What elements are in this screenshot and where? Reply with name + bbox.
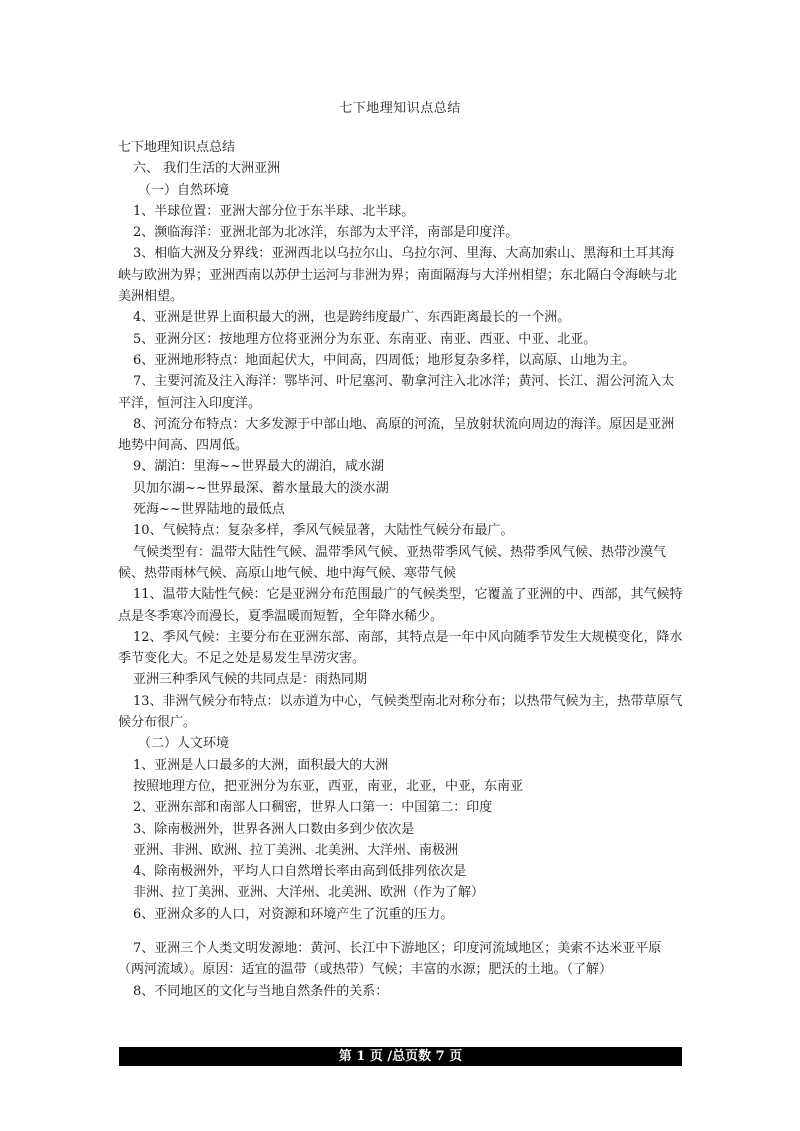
paragraph: 11、温带大陆性气候：它是亚洲分布范围最广的气候类型，它覆盖了亚洲的中、西部，其气候特点是冬季寒冷而漫长，夏季温暖而短暂，全年降水稀少。 xyxy=(118,587,683,624)
page-footer: 第 1 页 /总页数 7 页 xyxy=(119,1047,682,1066)
paragraph: 7、亚洲三个人类文明发源地：黄河、长江中下游地区；印度河流域地区；美索不达米亚平原（两河流域）。原因：适宜的温带（或热带）气候；丰富的水源；肥沃的土地。（了解） xyxy=(118,940,662,978)
paragraph: 10、气候特点：复杂多样，季风气候显著，大陆性气候分布最广。 xyxy=(133,523,514,539)
chapter-heading: 六、 我们生活的大洲亚洲 xyxy=(133,161,281,177)
paragraph: 亚洲、非洲、欧洲、拉丁美洲、北美洲、大洋州、南极洲 xyxy=(133,842,459,858)
paragraph: 2、濒临海洋：亚洲北部为北冰洋，东部为太平洋，南部是印度洋。 xyxy=(133,225,519,241)
paragraph: 3、相临大洲及分界线：亚洲西北以乌拉尔山、乌拉尔河、里海、大高加索山、黑海和土耳其海峡与欧洲为界；亚洲西南以苏伊士运河与非洲为界；南面隔海与大洋州相望；东北隔白令海峡与北美洲相望。 xyxy=(118,246,678,305)
paragraph: 9、湖泊：里海~~世界最大的湖泊，咸水湖 xyxy=(133,459,385,475)
paragraph: 4、除南极洲外，平均人口自然增长率由高到低排列依次是 xyxy=(133,864,467,880)
paragraph: 非洲、拉丁美洲、亚洲、大洋州、北美洲、欧洲（作为了解） xyxy=(133,885,485,901)
paragraph: 5、亚洲分区：按地理方位将亚洲分为东亚、东南亚、南亚、西亚、中亚、北亚。 xyxy=(133,331,597,347)
paragraph: 3、除南极洲外，世界各洲人口数由多到少依次是 xyxy=(133,821,415,837)
section-heading: 七下地理知识点总结 xyxy=(118,140,236,155)
paragraph: 6、亚洲地形特点：地面起伏大，中间高，四周低；地形复杂多样，以高原、山地为主。 xyxy=(133,352,636,368)
paragraph: 贝加尔湖~~世界最深、蓄水量最大的淡水湖 xyxy=(133,480,389,496)
paragraph: 死海~~世界陆地的最低点 xyxy=(133,502,285,518)
subsection-heading: （一）自然环境 xyxy=(138,182,230,198)
paragraph: 亚洲三种季风气候的共同点是：雨热同期 xyxy=(133,672,368,688)
paragraph: 1、半球位置：亚洲大部分位于东半球、北半球。 xyxy=(133,203,415,219)
paragraph: 13、非洲气候分布特点：以赤道为中心，气候类型南北对称分布；以热带气候为主，热带草原气候分布很广。 xyxy=(118,693,683,731)
paragraph: 8、河流分布特点：大多发源于中部山地、高原的河流，呈放射状流向周边的海洋。原因是亚洲地势中间高、四周低。 xyxy=(118,416,675,454)
paragraph: 8、不同地区的文化与当地自然条件的关系： xyxy=(133,983,389,999)
paragraph: 4、亚洲是世界上面积最大的洲，也是跨纬度最广、东西距离最长的一个洲。 xyxy=(133,310,571,326)
paragraph: 1、亚洲是人口最多的大洲，面积最大的大洲 xyxy=(133,757,389,773)
paragraph: 7、主要河流及注入海洋：鄂毕河、叶尼塞河、勒拿河注入北冰洋；黄河、长江、湄公河流入太平洋，恒河注入印度洋。 xyxy=(118,374,675,411)
paragraph: 按照地理方位，把亚洲分为东亚，西亚，南亚，北亚，中亚，东南亚 xyxy=(133,778,524,794)
subsection-heading: （二）人文环境 xyxy=(138,736,230,752)
paragraph: 气候类型有：温带大陆性气候、温带季风气候、亚热带季风气候、热带季风气候、热带沙漠气候、热带雨林气候、高原山地气候、地中海气候、寒带气候 xyxy=(118,544,667,581)
document-body xyxy=(118,137,684,1002)
page-title: 七下地理知识点总结 xyxy=(339,101,461,116)
paragraph: 12、季风气候：主要分布在亚洲东部、南部，其特点是一年中风向随季节发生大规模变化，降水季节变化大。不足之处是易发生旱涝灾害。 xyxy=(118,629,683,667)
paragraph: 2、亚洲东部和南部人口稠密，世界人口第一：中国第二：印度 xyxy=(133,800,493,816)
paragraph-gap xyxy=(118,925,684,938)
paragraph: 6、亚洲众多的人口，对资源和环境产生了沉重的压力。 xyxy=(133,906,454,922)
